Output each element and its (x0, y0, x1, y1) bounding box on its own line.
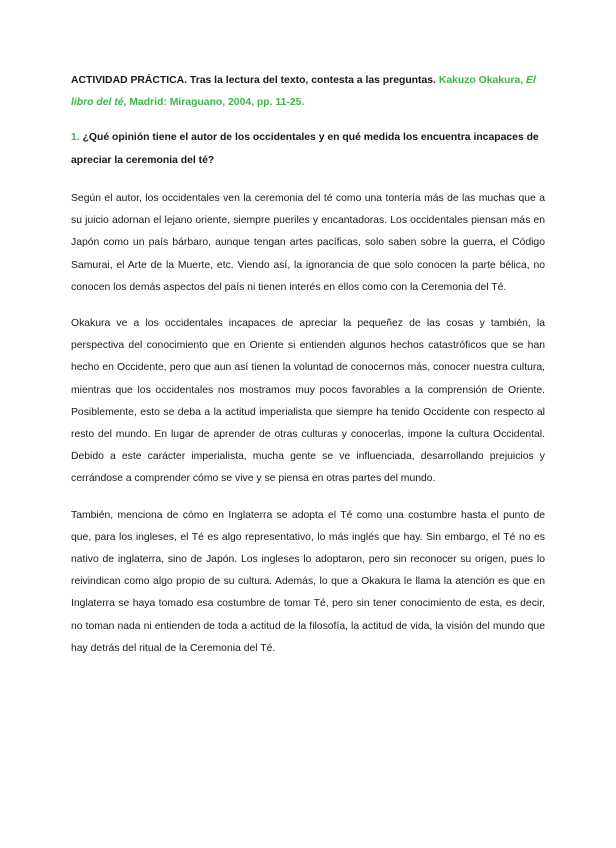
activity-instruction: Tras la lectura del texto, contesta a las preguntas. (187, 75, 439, 86)
citation-publication: , Madrid: Miraguano, 2004, pp. 11-25. (123, 97, 305, 108)
citation-author: Kakuzo Okakura, (438, 75, 527, 86)
question-1 (71, 126, 545, 172)
answer-paragraph-1: Según el autor, los occidentales ven la ceremonia del té como una tontería más de las muchas que a su juicio adornan el lejano oriente, siempre pueriles y encantadoras. Los occidentales piensan más en Japón como un país bárbaro, aunque tengan artes pacíficas, solo saben sobre la guerra, el Código Samurai, el Arte de la Muerte, etc. Viendo así, la ignorancia de que solo conocen la parte bélica, no conocen los demás aspectos del país ni tienen interés en ellos como con la Ceremonia del Té. (71, 193, 545, 293)
activity-label: ACTIVIDAD PRÁCTICA. (71, 75, 188, 86)
question-number: 1. (71, 132, 80, 143)
activity-header (71, 70, 545, 114)
answer-paragraph-3: También, menciona de cómo en Inglaterra se adopta el Té como una costumbre hasta el punto de que, para los ingleses, el Té es algo representativo, lo más inglés que hay. Sin embargo, el Té no es nativo de inglaterra, sino de Japón. Los ingleses lo adoptaron, pero sin reconocer su origen, pues lo reivindican como algo propio de su cultura. Además, lo que a Okakura le llama la atención es que en Inglaterra se haya tomado esa costumbre de tomar Té, pero sin tener conocimiento de esta, es decir, no toman nada ni entienden de toda a actitud de la filosofía, la actitud de vida, la visión del mundo que hay detrás del ritual de la Ceremonia del Té. (71, 509, 545, 654)
question-text: ¿Qué opinión tiene el autor de los occidentales y en qué medida los encuentra incapaces de apreciar la ceremonia del té? (71, 132, 539, 166)
answer-paragraph-2: Okakura ve a los occidentales incapaces de apreciar la pequeñez de las cosas y también, la perspectiva del conocimiento que en Oriente si entienden algunos hechos catastróficos que se han hecho en Occidente, pero que aun así tienen la voluntad de conocernos más, conocer nuestra cultura, mientras que los occidentales nos mostramos muy pocos favorables a la comprensión de Oriente. Posiblemente, esto se deba a la actitud imperialista que siempre ha tenido Occidente con respecto al resto del mundo. En lugar de aprender de otras culturas y conocerlas, impone la cultura Occidental. Debido a este carácter imperialista, mucha gente se ve influenciada, desarrollando prejuicios y cerrándose a comprender cómo se vive y se piensa en otras partes del mundo. (71, 318, 545, 485)
citation-book-title: El libro del té (71, 75, 536, 108)
